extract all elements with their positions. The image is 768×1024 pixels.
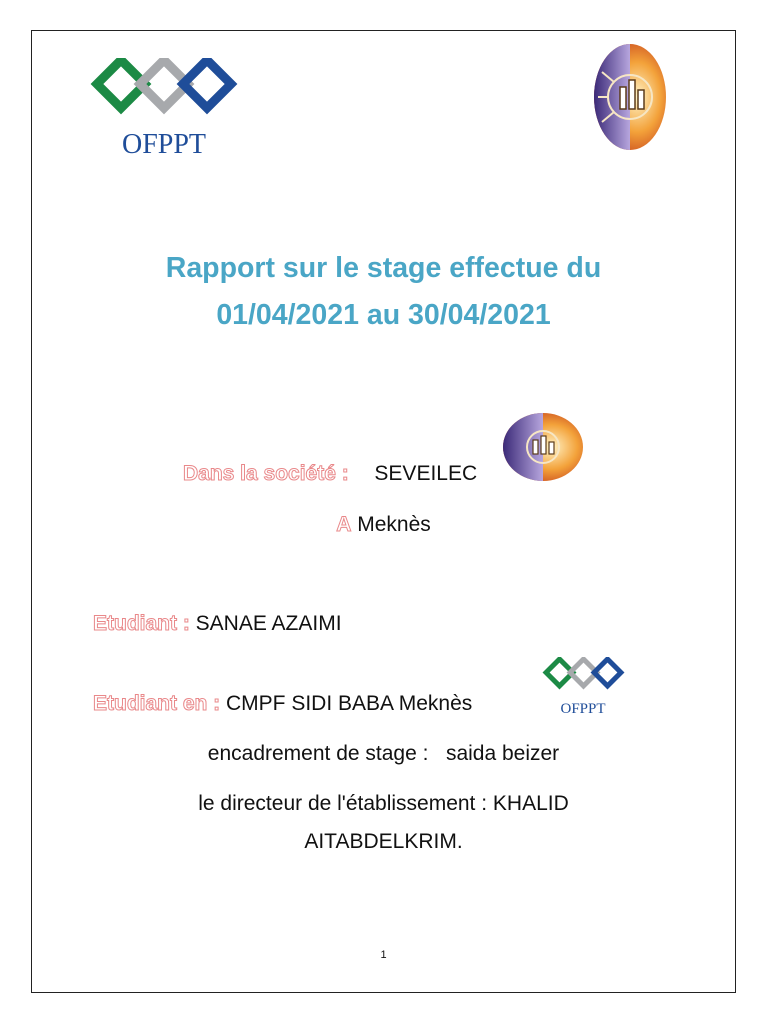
city-line (31, 513, 736, 537)
company-name: SEVEILEC (374, 462, 478, 485)
company-line (183, 462, 477, 486)
company-label: Dans la société : (183, 462, 349, 485)
supervision-line: encadrement de stage : saida beizer (207, 742, 560, 765)
director-line-2: AITABDELKRIM. (304, 830, 463, 853)
director-line-1: le directeur de l'établissement : KHALID (198, 792, 569, 815)
ofppt-logo-text: OFPPT (121, 129, 207, 158)
report-title (31, 245, 736, 339)
ofppt-logo (90, 58, 240, 158)
student-line (93, 612, 342, 636)
seveilec-emblem (592, 42, 668, 152)
title-line-1: Rapport sur le stage effectue du (165, 252, 602, 284)
city-label: A (336, 513, 352, 536)
page-number: 1 (380, 949, 387, 961)
student-label: Etudiant : (93, 612, 190, 635)
school-line (93, 692, 472, 716)
student-name: SANAE AZAIMI (195, 612, 342, 635)
seveilec-emblem-small (502, 412, 584, 482)
city-name: Meknès (357, 513, 431, 536)
title-line-2: 01/04/2021 au 30/04/2021 (216, 299, 551, 331)
school-label: Etudiant en : (93, 692, 221, 715)
school-name: CMPF SIDI BABA Meknès (226, 692, 473, 715)
ofppt-logo-small-text: OFPPT (560, 701, 606, 717)
ofppt-logo-small (541, 657, 627, 717)
